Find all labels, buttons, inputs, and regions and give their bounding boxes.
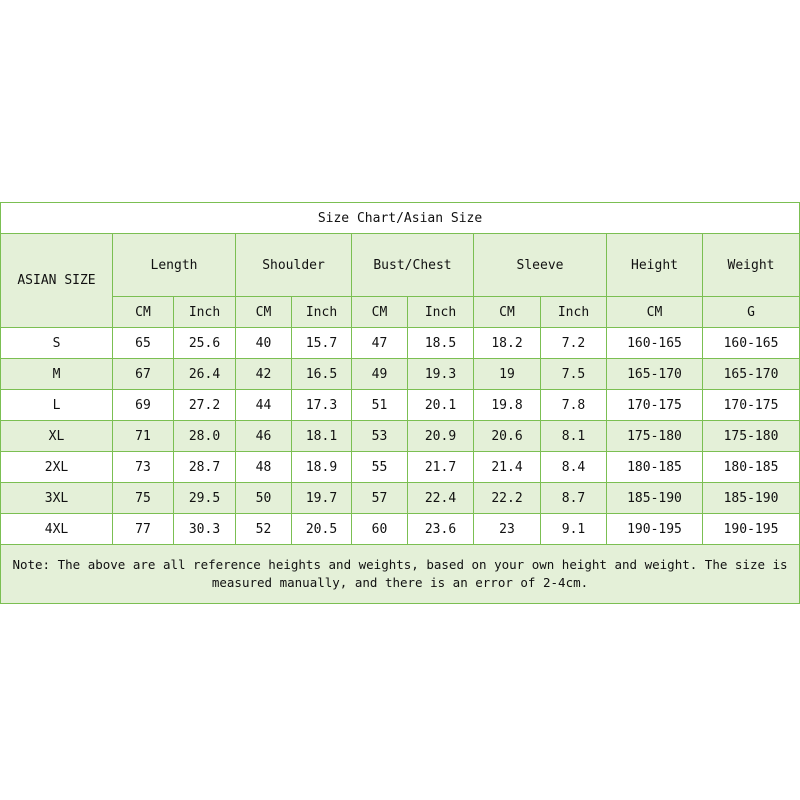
shoulder-cm-cell: 44 bbox=[236, 390, 292, 421]
bust-cm-cell: 60 bbox=[352, 514, 408, 545]
sleeve-cm-cell: 23 bbox=[474, 514, 541, 545]
sleeve-cm-cell: 21.4 bbox=[474, 452, 541, 483]
table-title: Size Chart/Asian Size bbox=[1, 203, 800, 234]
sleeve-inch-cell: 8.4 bbox=[541, 452, 607, 483]
sleeve-inch-cell: 9.1 bbox=[541, 514, 607, 545]
bust-cm-cell: 53 bbox=[352, 421, 408, 452]
weight-cell: 170-175 bbox=[703, 390, 800, 421]
weight-cell: 165-170 bbox=[703, 359, 800, 390]
bust-inch-cell: 19.3 bbox=[408, 359, 474, 390]
length-cm-cell: 67 bbox=[113, 359, 174, 390]
bust-cm-cell: 55 bbox=[352, 452, 408, 483]
bust-cm-cell: 51 bbox=[352, 390, 408, 421]
bust-inch-cell: 18.5 bbox=[408, 328, 474, 359]
length-cm-unit: CM bbox=[113, 297, 174, 328]
size-label: 2XL bbox=[1, 452, 113, 483]
shoulder-inch-unit: Inch bbox=[292, 297, 352, 328]
bust-inch-cell: 21.7 bbox=[408, 452, 474, 483]
table-row bbox=[1, 483, 800, 514]
shoulder-cm-unit: CM bbox=[236, 297, 292, 328]
size-chart-table bbox=[0, 202, 800, 604]
table-row bbox=[1, 359, 800, 390]
size-label: 4XL bbox=[1, 514, 113, 545]
length-cm-cell: 75 bbox=[113, 483, 174, 514]
length-inch-cell: 25.6 bbox=[174, 328, 236, 359]
shoulder-inch-cell: 16.5 bbox=[292, 359, 352, 390]
shoulder-cm-cell: 46 bbox=[236, 421, 292, 452]
shoulder-cm-cell: 42 bbox=[236, 359, 292, 390]
shoulder-inch-cell: 18.9 bbox=[292, 452, 352, 483]
shoulder-cm-cell: 40 bbox=[236, 328, 292, 359]
height-cell: 190-195 bbox=[607, 514, 703, 545]
sleeve-header: Sleeve bbox=[474, 234, 607, 297]
height-cell: 175-180 bbox=[607, 421, 703, 452]
length-inch-cell: 30.3 bbox=[174, 514, 236, 545]
sleeve-cm-cell: 19 bbox=[474, 359, 541, 390]
bust-inch-cell: 20.1 bbox=[408, 390, 474, 421]
title-row bbox=[1, 203, 800, 234]
height-cell: 170-175 bbox=[607, 390, 703, 421]
bust-inch-cell: 22.4 bbox=[408, 483, 474, 514]
table-row bbox=[1, 452, 800, 483]
sleeve-cm-unit: CM bbox=[474, 297, 541, 328]
size-label: L bbox=[1, 390, 113, 421]
length-inch-cell: 28.7 bbox=[174, 452, 236, 483]
length-inch-unit: Inch bbox=[174, 297, 236, 328]
sleeve-cm-cell: 22.2 bbox=[474, 483, 541, 514]
length-inch-cell: 28.0 bbox=[174, 421, 236, 452]
shoulder-inch-cell: 20.5 bbox=[292, 514, 352, 545]
length-cm-cell: 69 bbox=[113, 390, 174, 421]
size-label: M bbox=[1, 359, 113, 390]
shoulder-cm-cell: 48 bbox=[236, 452, 292, 483]
sleeve-inch-cell: 8.7 bbox=[541, 483, 607, 514]
bust-cm-unit: CM bbox=[352, 297, 408, 328]
length-cm-cell: 71 bbox=[113, 421, 174, 452]
sleeve-cm-cell: 19.8 bbox=[474, 390, 541, 421]
shoulder-inch-cell: 18.1 bbox=[292, 421, 352, 452]
shoulder-inch-cell: 17.3 bbox=[292, 390, 352, 421]
sleeve-cm-cell: 20.6 bbox=[474, 421, 541, 452]
sleeve-inch-cell: 8.1 bbox=[541, 421, 607, 452]
bust-cm-cell: 49 bbox=[352, 359, 408, 390]
weight-cell: 160-165 bbox=[703, 328, 800, 359]
length-cm-cell: 73 bbox=[113, 452, 174, 483]
size-label: 3XL bbox=[1, 483, 113, 514]
height-cell: 165-170 bbox=[607, 359, 703, 390]
shoulder-cm-cell: 52 bbox=[236, 514, 292, 545]
note-row bbox=[1, 545, 800, 604]
bust-cm-cell: 57 bbox=[352, 483, 408, 514]
size-column-header: ASIAN SIZE bbox=[1, 234, 113, 328]
sleeve-inch-cell: 7.5 bbox=[541, 359, 607, 390]
length-header: Length bbox=[113, 234, 236, 297]
shoulder-cm-cell: 50 bbox=[236, 483, 292, 514]
weight-cell: 190-195 bbox=[703, 514, 800, 545]
measurement-note: Note: The above are all reference heights and weights, based on your own height and weight. The size is measured manually, and there is an error of 2-4cm. bbox=[1, 545, 800, 604]
table-row bbox=[1, 328, 800, 359]
shoulder-inch-cell: 19.7 bbox=[292, 483, 352, 514]
length-cm-cell: 77 bbox=[113, 514, 174, 545]
bust-inch-cell: 20.9 bbox=[408, 421, 474, 452]
group-header-row bbox=[1, 234, 800, 297]
shoulder-inch-cell: 15.7 bbox=[292, 328, 352, 359]
weight-cell: 185-190 bbox=[703, 483, 800, 514]
height-cm-unit: CM bbox=[607, 297, 703, 328]
bust-chest-header: Bust/Chest bbox=[352, 234, 474, 297]
sleeve-inch-cell: 7.8 bbox=[541, 390, 607, 421]
length-inch-cell: 26.4 bbox=[174, 359, 236, 390]
bust-inch-unit: Inch bbox=[408, 297, 474, 328]
sleeve-cm-cell: 18.2 bbox=[474, 328, 541, 359]
sleeve-inch-cell: 7.2 bbox=[541, 328, 607, 359]
size-label: S bbox=[1, 328, 113, 359]
length-cm-cell: 65 bbox=[113, 328, 174, 359]
table-row bbox=[1, 514, 800, 545]
bust-cm-cell: 47 bbox=[352, 328, 408, 359]
height-cell: 185-190 bbox=[607, 483, 703, 514]
weight-cell: 175-180 bbox=[703, 421, 800, 452]
height-header: Height bbox=[607, 234, 703, 297]
weight-cell: 180-185 bbox=[703, 452, 800, 483]
shoulder-header: Shoulder bbox=[236, 234, 352, 297]
sleeve-inch-unit: Inch bbox=[541, 297, 607, 328]
height-cell: 160-165 bbox=[607, 328, 703, 359]
height-cell: 180-185 bbox=[607, 452, 703, 483]
weight-header: Weight bbox=[703, 234, 800, 297]
length-inch-cell: 29.5 bbox=[174, 483, 236, 514]
table-row bbox=[1, 421, 800, 452]
size-label: XL bbox=[1, 421, 113, 452]
table-row bbox=[1, 390, 800, 421]
bust-inch-cell: 23.6 bbox=[408, 514, 474, 545]
unit-header-row bbox=[1, 297, 800, 328]
length-inch-cell: 27.2 bbox=[174, 390, 236, 421]
weight-g-unit: G bbox=[703, 297, 800, 328]
